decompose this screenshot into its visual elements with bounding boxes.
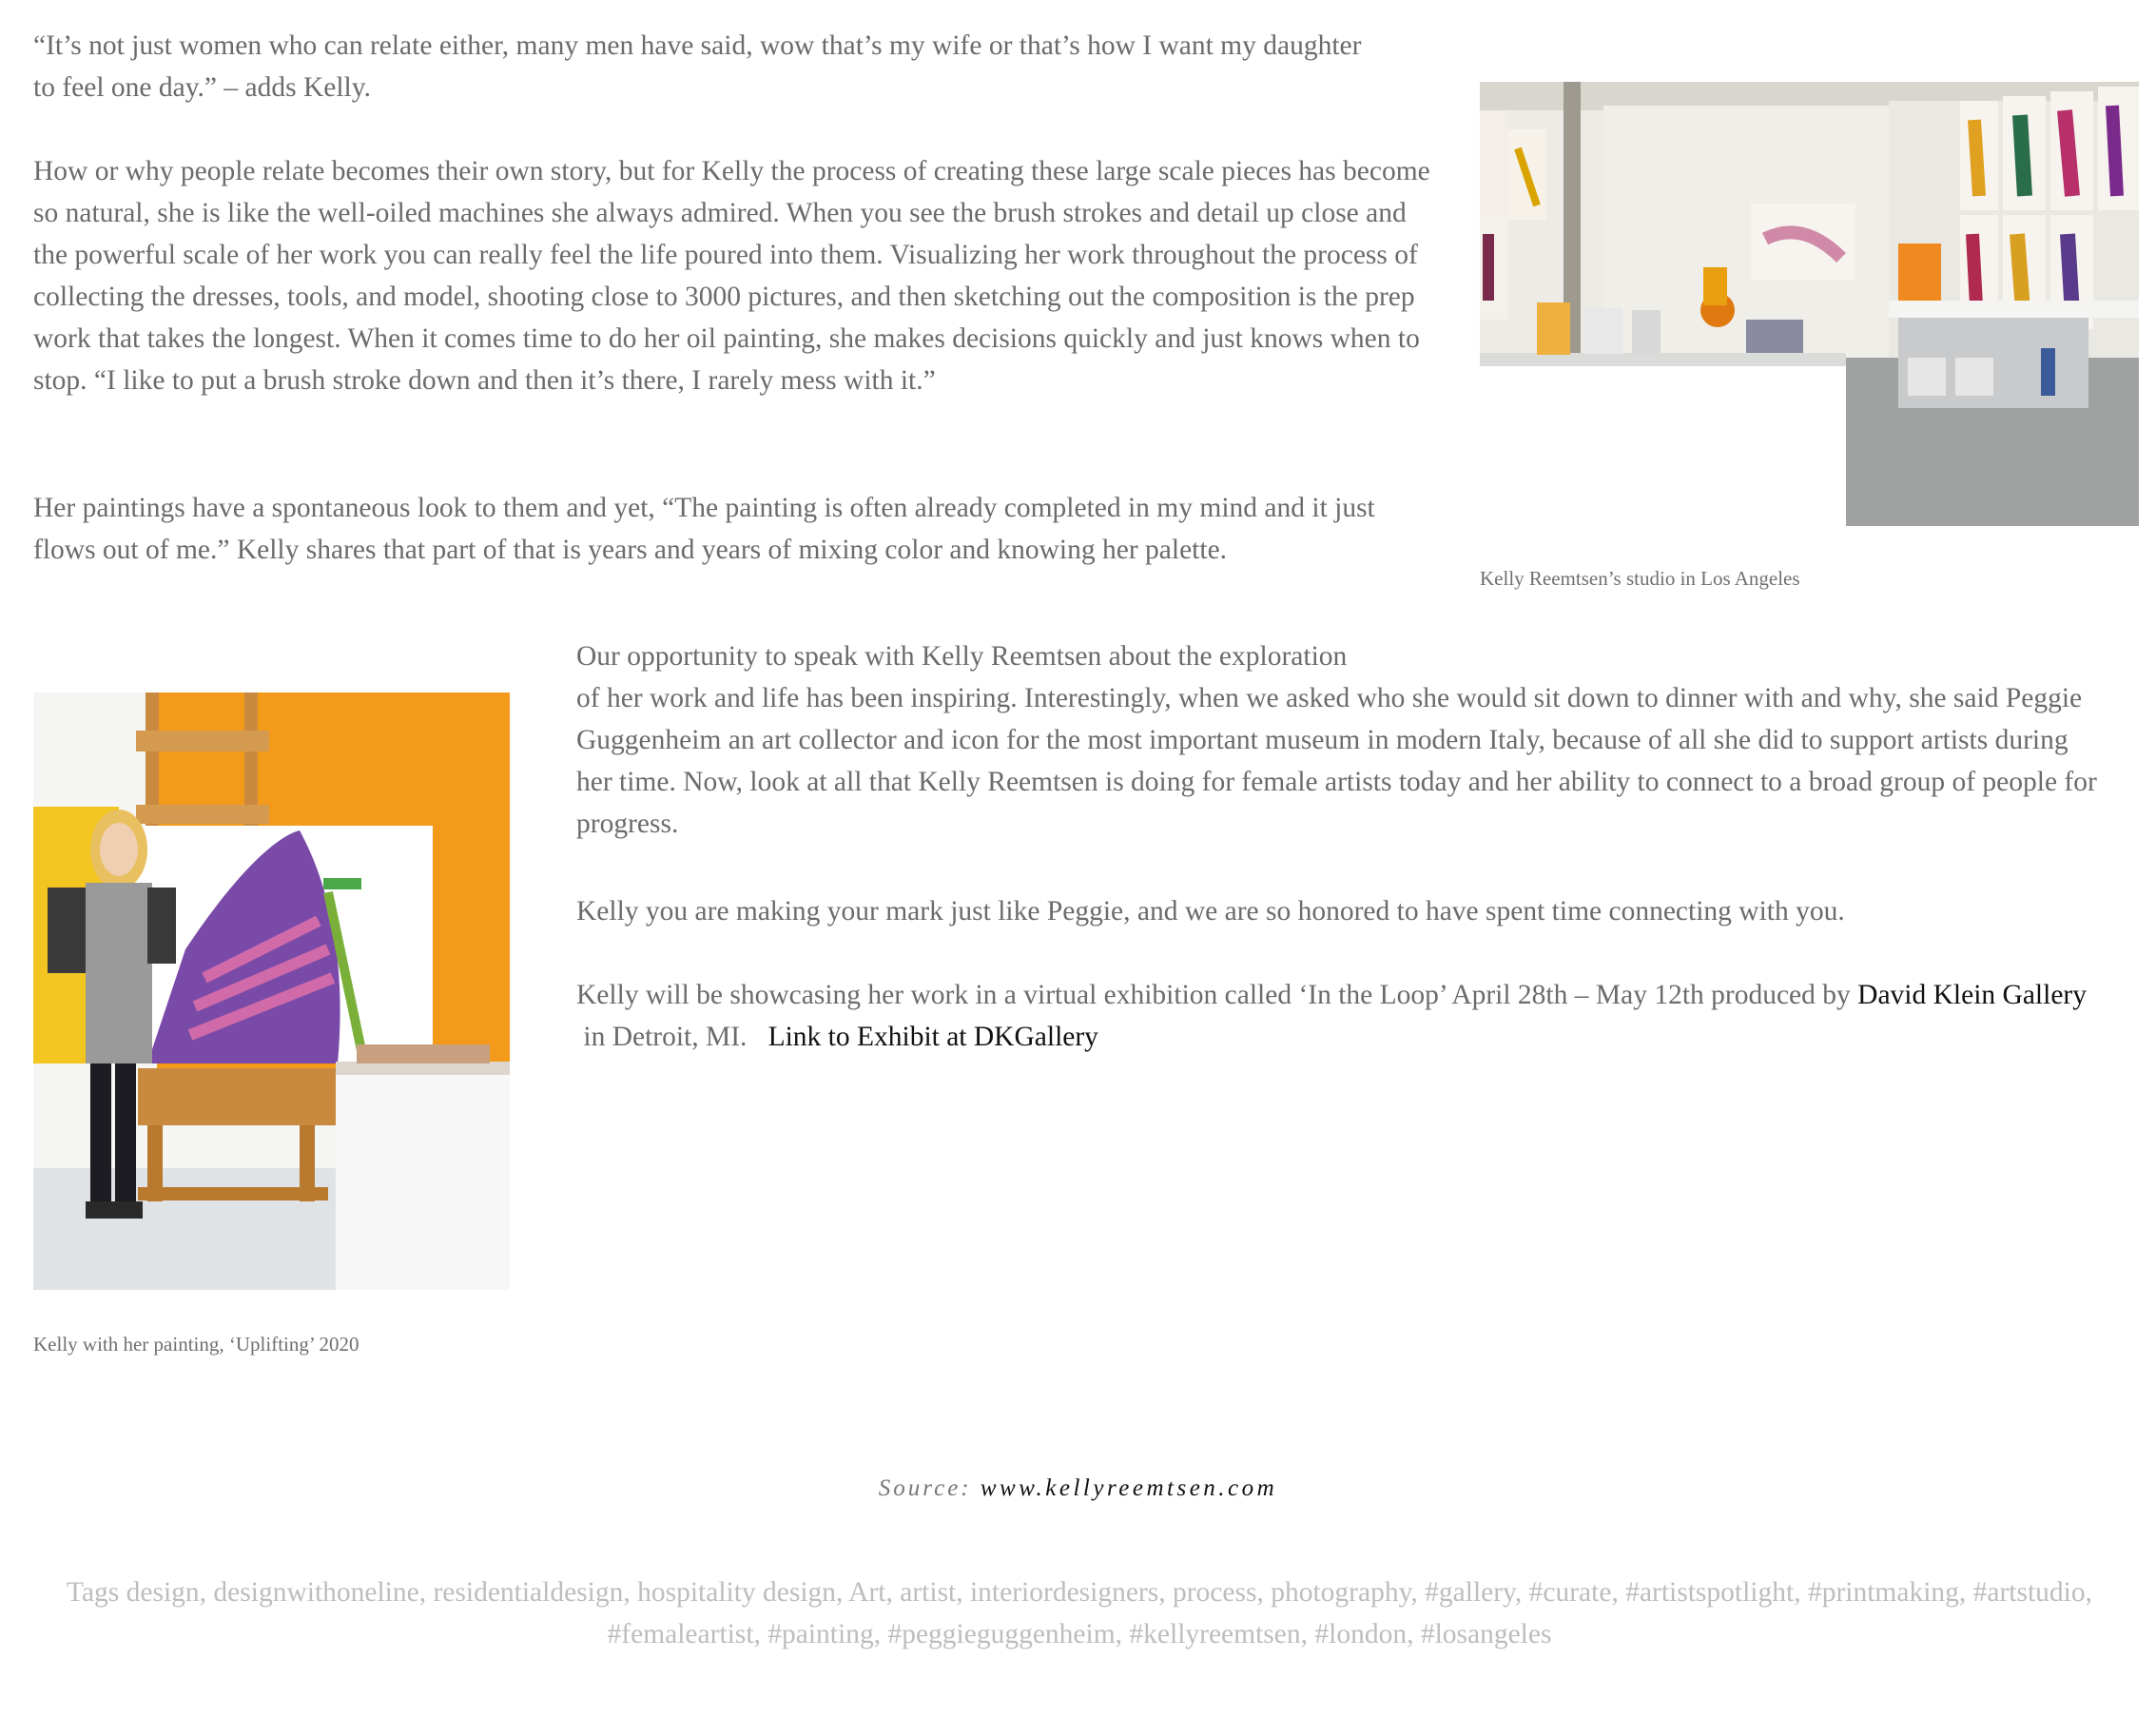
source-line [0,1475,2156,1502]
paragraph-6 [576,974,2098,1058]
tags-label: Tags [66,1577,120,1608]
paragraph-3: Her paintings have a spontaneous look to them and yet, “The painting is often already completed in my mind and it just flows out of me.” Kelly shares that part of that is years and years of mixing color and knowing her palette. [33,493,1375,565]
portrait-image [33,693,510,1290]
portrait-caption: Kelly with her painting, ‘Uplifting’ 2020 [33,1333,359,1356]
exhibit-link[interactable]: Link to Exhibit at DKGallery [767,1022,1098,1052]
tags-list [57,1571,2102,1655]
studio-caption: Kelly Reemtsen’s studio in Los Angeles [1480,567,1800,590]
paragraph-4-line1: Our opportunity to speak with Kelly Reemtsen about the exploration [576,641,1348,672]
tags-links[interactable]: design, designwithoneline, residentialdesign, hospitality design, Art, artist, interiordesigners, process, photography, #gallery, #curate, #artistspotlight, #printmaking, #artstudio, #femaleartist, #painting, #peggieguggenheim, #kellyreemtsen, #london, #losangeles [126,1577,2093,1649]
paragraph-2: How or why people relate becomes their own story, but for Kelly the process of creating these large scale pieces has become so natural, she is like the well-oiled machines she always admired. When you see the brush strokes and detail up close and the powerful scale of her work you can really feel the life poured into them. Visualizing her work throughout the process of collecting the dresses, tools, and model, shooting close to 3000 pictures, and then sketching out the composition is the prep work that takes the longest. When it comes time to do her oil painting, she makes decisions quickly and just knows when to stop. “I like to put a brush stroke down and then it’s there, I rarely mess with it.” [33,156,1430,396]
studio-photo [1480,82,2139,526]
david-klein-gallery-link[interactable]: David Klein Gallery [1857,980,2087,1010]
source-link[interactable]: www.kellyreemtsen.com [980,1475,1278,1501]
location-text: in Detroit, MI. [576,1022,768,1052]
source-label: Source: [878,1475,972,1501]
paragraph-1: “It’s not just women who can relate either, many men have said, wow that’s my wife or that’s how I want my daughter to feel one day.” – adds Kelly. [33,30,1362,103]
paragraph-5: Kelly you are making your mark just like Peggie, and we are so honored to have spent time connecting with you. [576,896,1845,927]
portrait-photo [33,693,510,1290]
paragraph-4: of her work and life has been inspiring. Interestingly, when we asked who she would sit down to dinner with and why, she said Peggie Guggenheim an art collector and icon for the most important museum in modern Italy, because of all she did to support artists during her time. Now, look at all that Kelly Reemtsen is doing for female artists today and her ability to connect to a broad group of people for progress. [576,683,2097,839]
studio-image [1480,82,2139,526]
exhibit-text: Kelly will be showcasing her work in a virtual exhibition called ‘In the Loop’ April 28th – May 12th produced by [576,980,1858,1010]
